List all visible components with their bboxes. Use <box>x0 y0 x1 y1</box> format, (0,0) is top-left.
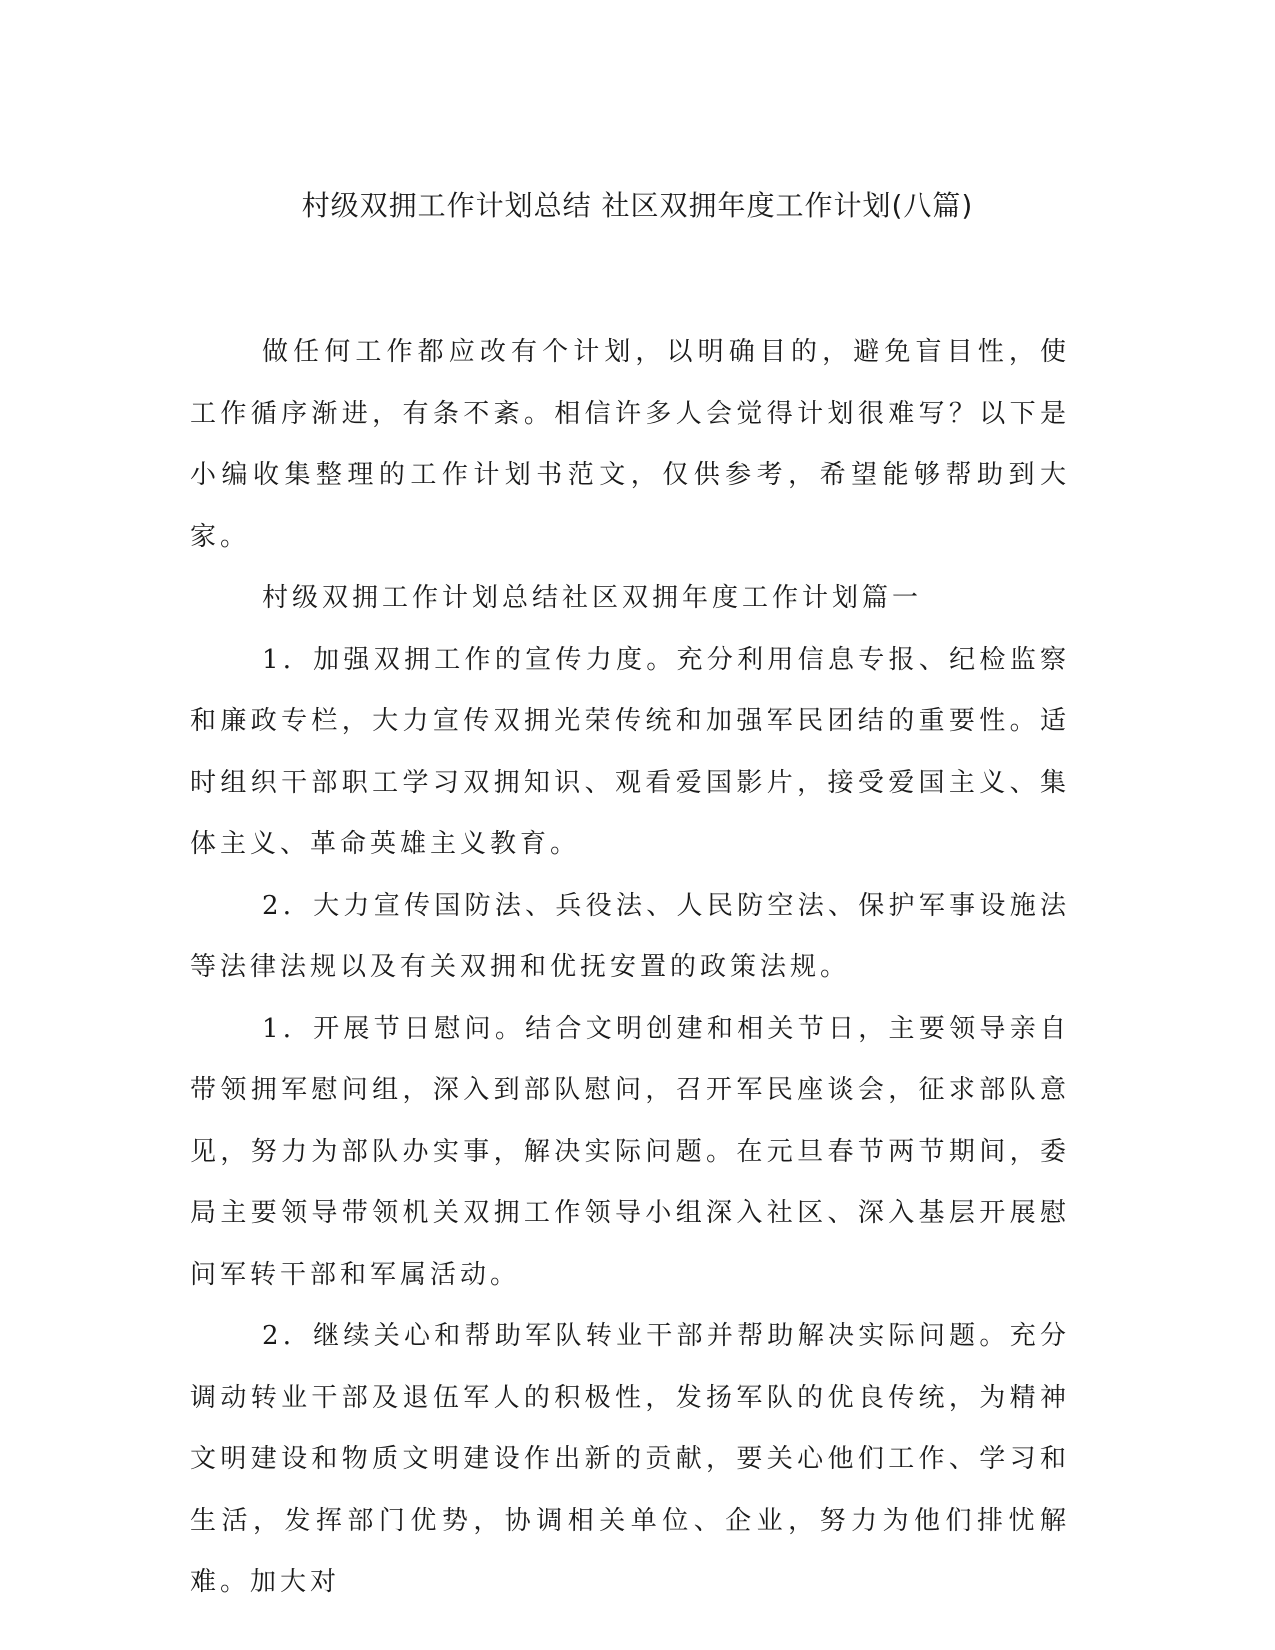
paragraph-item-1-publicity: 1．加强双拥工作的宣传力度。充分利用信息专报、纪检监察和廉政专栏，大力宣传双拥光荣传统和加强军民团结的重要性。适时组织干部职工学习双拥知识、观看爱国影片，接受爱国主义、集体主义、革命英雄主义教育。 <box>190 644 1070 859</box>
paragraph-item-2-laws: 2．大力宣传国防法、兵役法、人民防空法、保护军事设施法等法律法规以及有关双拥和优抚安置的政策法规。 <box>190 890 1070 982</box>
document-title: 村级双拥工作计划总结 社区双拥年度工作计划(八篇) <box>301 189 974 222</box>
paragraph-item-1-holiday-visits: 1．开展节日慰问。结合文明创建和相关节日，主要领导亲自带领拥军慰问组，深入到部队慰问，召开军民座谈会，征求部队意见，努力为部队办实事，解决实际问题。在元旦春节两节期间，委局主要领导带领机关双拥工作领导小组深入社区、深入基层开展慰问军转干部和军属活动。 <box>190 1013 1070 1290</box>
paragraph-section-heading: 村级双拥工作计划总结社区双拥年度工作计划篇一 <box>262 583 923 613</box>
paragraph-intro: 做任何工作都应改有个计划，以明确目的，避免盲目性，使工作循序渐进，有条不紊。相信许多人会觉得计划很难写？以下是小编收集整理的工作计划书范文，仅供参考，希望能够帮助到大家。 <box>190 337 1070 552</box>
document-body <box>190 322 1070 1614</box>
paragraph-item-2-veterans: 2．继续关心和帮助军队转业干部并帮助解决实际问题。充分调动转业干部及退伍军人的积极性，发扬军队的优良传统，为精神文明建设和物质文明建设作出新的贡献，要关心他们工作、学习和生活，发挥部门优势，协调相关单位、企业，努力为他们排忧解难。加大对 <box>190 1321 1070 1597</box>
